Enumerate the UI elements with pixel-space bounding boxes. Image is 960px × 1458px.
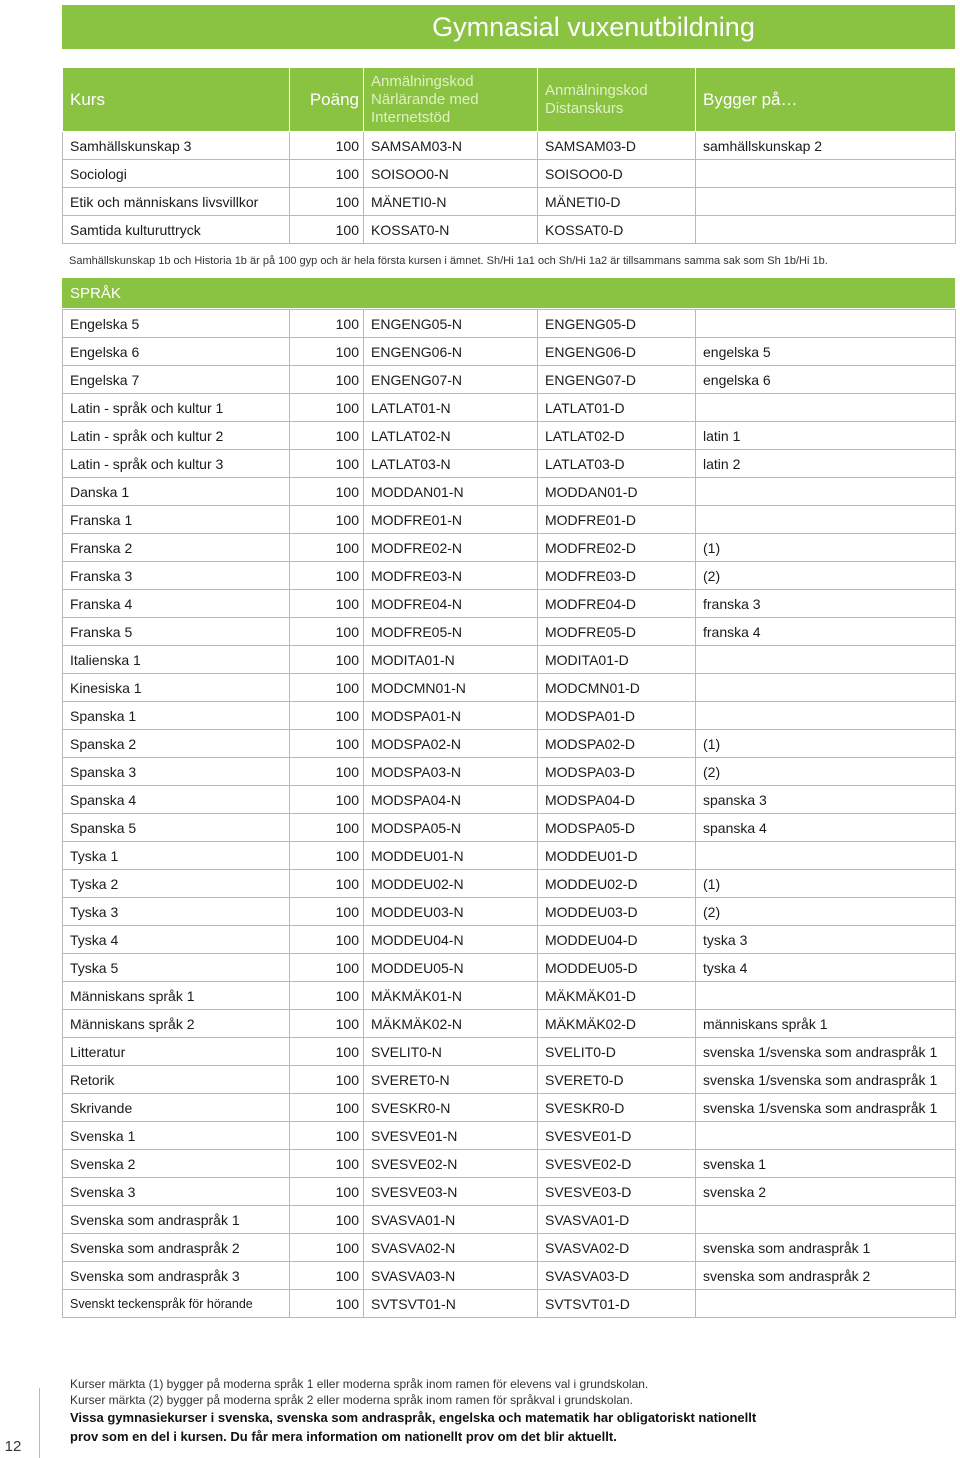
prerequisite: (2) (696, 898, 956, 926)
table-header (63, 68, 956, 132)
course-name: Franska 4 (63, 590, 290, 618)
table-row (63, 814, 956, 842)
points: 100 (290, 1206, 364, 1234)
code-distans: MODFRE05-D (538, 618, 696, 646)
course-name: Människans språk 2 (63, 1010, 290, 1038)
code-internet: MODSPA03-N (364, 758, 538, 786)
points: 100 (290, 132, 364, 160)
table-row (63, 1206, 956, 1234)
prerequisite: (1) (696, 870, 956, 898)
course-name: Spanska 2 (63, 730, 290, 758)
code-distans: MODSPA03-D (538, 758, 696, 786)
code-distans: KOSSAT0-D (538, 216, 696, 244)
note-text: Samhällskunskap 1b och Historia 1b är på 100 gyp och är hela första kursen i ämnet. Sh/Hi 1a1 och Sh/Hi 1a2 är tillsammans samma sak som Sh 1b/Hi 1b. (69, 255, 828, 267)
points: 100 (290, 758, 364, 786)
code-internet: MODDEU01-N (364, 842, 538, 870)
prerequisite: svenska 1/svenska som andraspråk 1 (696, 1066, 956, 1094)
prerequisite: tyska 4 (696, 954, 956, 982)
code-distans: MODFRE02-D (538, 534, 696, 562)
prerequisite (696, 1206, 956, 1234)
prerequisite: latin 1 (696, 422, 956, 450)
points: 100 (290, 870, 364, 898)
prerequisite: svenska som andraspråk 2 (696, 1262, 956, 1290)
code-internet: KOSSAT0-N (364, 216, 538, 244)
code-distans: LATLAT03-D (538, 450, 696, 478)
points: 100 (290, 1262, 364, 1290)
table-row (63, 618, 956, 646)
points: 100 (290, 422, 364, 450)
points: 100 (290, 1178, 364, 1206)
table-row (63, 926, 956, 954)
code-distans: MODCMN01-D (538, 674, 696, 702)
course-name: Franska 3 (63, 562, 290, 590)
points: 100 (290, 394, 364, 422)
table-row (63, 132, 956, 160)
prerequisite: latin 2 (696, 450, 956, 478)
course-name: Spanska 3 (63, 758, 290, 786)
course-name: Tyska 4 (63, 926, 290, 954)
table-row (63, 954, 956, 982)
code-internet: SVTSVT01-N (364, 1290, 538, 1318)
margin-divider (39, 1388, 40, 1458)
code-internet: MODCMN01-N (364, 674, 538, 702)
table-row (63, 366, 956, 394)
code-distans: SVESKR0-D (538, 1094, 696, 1122)
code-internet: ENGENG06-N (364, 338, 538, 366)
code-internet: MODFRE04-N (364, 590, 538, 618)
prerequisite (696, 1290, 956, 1318)
code-distans: SVASVA01-D (538, 1206, 696, 1234)
points: 100 (290, 1150, 364, 1178)
header-bygger: Bygger på… (696, 68, 956, 132)
table-row (63, 674, 956, 702)
code-distans: MODFRE01-D (538, 506, 696, 534)
points: 100 (290, 618, 364, 646)
code-internet: MODFRE05-N (364, 618, 538, 646)
prerequisite (696, 982, 956, 1010)
course-name: Engelska 5 (63, 310, 290, 338)
prerequisite: svenska 1/svenska som andraspråk 1 (696, 1094, 956, 1122)
course-name: Franska 1 (63, 506, 290, 534)
prerequisite: tyska 3 (696, 926, 956, 954)
prerequisite: samhällskunskap 2 (696, 132, 956, 160)
points: 100 (290, 590, 364, 618)
points: 100 (290, 534, 364, 562)
prerequisite (696, 674, 956, 702)
table-row (63, 338, 956, 366)
table-row (63, 1122, 956, 1150)
points: 100 (290, 1010, 364, 1038)
code-distans: SVESVE01-D (538, 1122, 696, 1150)
code-internet: LATLAT01-N (364, 394, 538, 422)
header-kurs: Kurs (63, 68, 290, 132)
table-row (63, 1178, 956, 1206)
code-internet: MODSPA01-N (364, 702, 538, 730)
course-name: Kinesiska 1 (63, 674, 290, 702)
prerequisite: franska 3 (696, 590, 956, 618)
course-name: Spanska 1 (63, 702, 290, 730)
code-internet: SVASVA02-N (364, 1234, 538, 1262)
code-internet: SAMSAM03-N (364, 132, 538, 160)
points: 100 (290, 1038, 364, 1066)
table-row (63, 702, 956, 730)
course-name: Sociologi (63, 160, 290, 188)
prerequisite: svenska 1 (696, 1150, 956, 1178)
prerequisite: (2) (696, 562, 956, 590)
table-row (63, 786, 956, 814)
code-internet: MODFRE01-N (364, 506, 538, 534)
table-row (63, 450, 956, 478)
prerequisite: människans språk 1 (696, 1010, 956, 1038)
table-row (63, 1066, 956, 1094)
table-row (63, 160, 956, 188)
code-distans: MODDEU04-D (538, 926, 696, 954)
code-internet: MODSPA02-N (364, 730, 538, 758)
course-name: Tyska 5 (63, 954, 290, 982)
course-name: Spanska 4 (63, 786, 290, 814)
code-distans: LATLAT02-D (538, 422, 696, 450)
footer-line-2: Kurser märkta (2) bygger på moderna språk 2 eller moderna språk inom ramen för språkval i grundskolan. (70, 1393, 633, 1407)
points: 100 (290, 814, 364, 842)
points: 100 (290, 954, 364, 982)
code-internet: MODDEU05-N (364, 954, 538, 982)
code-distans: SVASVA03-D (538, 1262, 696, 1290)
table-row (63, 870, 956, 898)
course-name: Svenska som andraspråk 3 (63, 1262, 290, 1290)
table-row (63, 758, 956, 786)
code-internet: MÄKMÄK01-N (364, 982, 538, 1010)
code-distans: MODITA01-D (538, 646, 696, 674)
table-row (63, 982, 956, 1010)
code-distans: SVTSVT01-D (538, 1290, 696, 1318)
prerequisite (696, 702, 956, 730)
table-row (63, 842, 956, 870)
table-row (63, 506, 956, 534)
prerequisite (696, 646, 956, 674)
code-distans: MÄKMÄK01-D (538, 982, 696, 1010)
course-name: Latin - språk och kultur 1 (63, 394, 290, 422)
course-name: Danska 1 (63, 478, 290, 506)
code-distans: SAMSAM03-D (538, 132, 696, 160)
course-name: Litteratur (63, 1038, 290, 1066)
code-internet: LATLAT02-N (364, 422, 538, 450)
code-internet: MODDEU04-N (364, 926, 538, 954)
points: 100 (290, 338, 364, 366)
table-row (63, 1290, 956, 1318)
points: 100 (290, 842, 364, 870)
prerequisite (696, 842, 956, 870)
table-row (63, 730, 956, 758)
header-anm-distans (538, 68, 696, 132)
points: 100 (290, 188, 364, 216)
code-distans: ENGENG05-D (538, 310, 696, 338)
points: 100 (290, 898, 364, 926)
header-anm-distans-line2: Distanskurs (545, 99, 624, 117)
code-internet: SOISOO0-N (364, 160, 538, 188)
code-distans: LATLAT01-D (538, 394, 696, 422)
code-internet: SVESVE03-N (364, 1178, 538, 1206)
course-name: Svenska 3 (63, 1178, 290, 1206)
prerequisite: svenska som andraspråk 1 (696, 1234, 956, 1262)
points: 100 (290, 478, 364, 506)
course-name: Engelska 7 (63, 366, 290, 394)
course-name: Etik och människans livsvillkor (63, 188, 290, 216)
code-internet: SVASVA01-N (364, 1206, 538, 1234)
code-distans: MODDEU01-D (538, 842, 696, 870)
code-distans: SVELIT0-D (538, 1038, 696, 1066)
course-name: Svenska som andraspråk 2 (63, 1234, 290, 1262)
footer-bold-1: Vissa gymnasiekurser i svenska, svenska som andraspråk, engelska och matematik har obligatoriskt nationellt (70, 1410, 757, 1425)
code-internet: MODFRE03-N (364, 562, 538, 590)
code-distans: MODDAN01-D (538, 478, 696, 506)
prerequisite (696, 478, 956, 506)
code-internet: MODSPA05-N (364, 814, 538, 842)
points: 100 (290, 366, 364, 394)
table-row (63, 1094, 956, 1122)
code-distans: MÄNETI0-D (538, 188, 696, 216)
course-name: Engelska 6 (63, 338, 290, 366)
code-distans: MODSPA05-D (538, 814, 696, 842)
course-name: Skrivande (63, 1094, 290, 1122)
table-row (63, 1262, 956, 1290)
course-name: Tyska 3 (63, 898, 290, 926)
code-internet: LATLAT03-N (364, 450, 538, 478)
prerequisite: (1) (696, 730, 956, 758)
prerequisite: svenska 1/svenska som andraspråk 1 (696, 1038, 956, 1066)
code-internet: ENGENG07-N (364, 366, 538, 394)
table-row (63, 534, 956, 562)
header-anm-internet-line3: Internetstöd (371, 108, 451, 126)
sprak-table (62, 309, 956, 1318)
footer-notes (70, 1376, 756, 1446)
points: 100 (290, 506, 364, 534)
table-row (63, 562, 956, 590)
prerequisite: spanska 3 (696, 786, 956, 814)
course-name: Samhällskunskap 3 (63, 132, 290, 160)
table-row (63, 478, 956, 506)
prerequisite: (2) (696, 758, 956, 786)
course-name: Tyska 1 (63, 842, 290, 870)
code-internet: SVESKR0-N (364, 1094, 538, 1122)
course-name: Latin - språk och kultur 2 (63, 422, 290, 450)
table-row (63, 646, 956, 674)
points: 100 (290, 730, 364, 758)
code-internet: MODDEU03-N (364, 898, 538, 926)
course-name: Tyska 2 (63, 870, 290, 898)
points: 100 (290, 982, 364, 1010)
code-internet: SVESVE01-N (364, 1122, 538, 1150)
code-distans: ENGENG06-D (538, 338, 696, 366)
table-row (63, 1150, 956, 1178)
prerequisite (696, 310, 956, 338)
points: 100 (290, 450, 364, 478)
table-row (63, 1234, 956, 1262)
table-row (63, 1010, 956, 1038)
course-table (62, 67, 956, 244)
points: 100 (290, 786, 364, 814)
table-row (63, 188, 956, 216)
header-anm-internet (364, 68, 538, 132)
code-internet: SVASVA03-N (364, 1262, 538, 1290)
course-name: Franska 5 (63, 618, 290, 646)
table-row (63, 1038, 956, 1066)
code-internet: SVELIT0-N (364, 1038, 538, 1066)
code-distans: MODDEU05-D (538, 954, 696, 982)
points: 100 (290, 216, 364, 244)
points: 100 (290, 926, 364, 954)
code-distans: MODDEU02-D (538, 870, 696, 898)
table-row (63, 394, 956, 422)
prerequisite: spanska 4 (696, 814, 956, 842)
points: 100 (290, 1066, 364, 1094)
prerequisite: engelska 5 (696, 338, 956, 366)
header-anm-distans-line1: Anmälningskod (545, 81, 648, 99)
points: 100 (290, 646, 364, 674)
code-distans: MÄKMÄK02-D (538, 1010, 696, 1038)
course-name: Retorik (63, 1066, 290, 1094)
code-internet: MODSPA04-N (364, 786, 538, 814)
prerequisite: (1) (696, 534, 956, 562)
course-name: Franska 2 (63, 534, 290, 562)
code-distans: MODFRE04-D (538, 590, 696, 618)
code-internet: MÄKMÄK02-N (364, 1010, 538, 1038)
code-internet: MODDAN01-N (364, 478, 538, 506)
course-name: Svenska 1 (63, 1122, 290, 1150)
table-row (63, 310, 956, 338)
table-row (63, 590, 956, 618)
course-name: Svenska som andraspråk 1 (63, 1206, 290, 1234)
points: 100 (290, 1094, 364, 1122)
code-internet: SVESVE02-N (364, 1150, 538, 1178)
code-internet: SVERET0-N (364, 1066, 538, 1094)
code-distans: ENGENG07-D (538, 366, 696, 394)
course-name: Svenska 2 (63, 1150, 290, 1178)
course-name: Samtida kulturuttryck (63, 216, 290, 244)
code-distans: SVERET0-D (538, 1066, 696, 1094)
code-internet: MODFRE02-N (364, 534, 538, 562)
course-name: Italienska 1 (63, 646, 290, 674)
code-distans: SVESVE02-D (538, 1150, 696, 1178)
points: 100 (290, 702, 364, 730)
course-name: Spanska 5 (63, 814, 290, 842)
prerequisite (696, 216, 956, 244)
points: 100 (290, 562, 364, 590)
section-sprak: SPRÅK (62, 278, 955, 308)
course-name: Svenskt teckenspråk för hörande (63, 1290, 290, 1318)
code-distans: MODSPA02-D (538, 730, 696, 758)
header-anm-internet-line1: Anmälningskod (371, 72, 474, 90)
prerequisite: svenska 2 (696, 1178, 956, 1206)
code-distans: MODSPA01-D (538, 702, 696, 730)
prerequisite (696, 394, 956, 422)
code-distans: SVESVE03-D (538, 1178, 696, 1206)
course-name: Latin - språk och kultur 3 (63, 450, 290, 478)
header-anm-internet-line2: Närlärande med (371, 90, 479, 108)
prerequisite: engelska 6 (696, 366, 956, 394)
points: 100 (290, 1290, 364, 1318)
page-number: 12 (4, 1438, 22, 1455)
points: 100 (290, 674, 364, 702)
points: 100 (290, 1234, 364, 1262)
prerequisite (696, 188, 956, 216)
points: 100 (290, 310, 364, 338)
code-distans: MODFRE03-D (538, 562, 696, 590)
table-row (63, 422, 956, 450)
page-title: Gymnasial vuxenutbildning (62, 5, 955, 49)
prerequisite (696, 506, 956, 534)
code-internet: MÄNETI0-N (364, 188, 538, 216)
footer-line-1: Kurser märkta (1) bygger på moderna språk 1 eller moderna språk inom ramen för elevens val i grundskolan. (70, 1377, 649, 1391)
footer-bold-2: prov som en del i kursen. Du får mera information om nationellt prov om det blir aktuellt. (70, 1429, 617, 1444)
points: 100 (290, 160, 364, 188)
table-row (63, 898, 956, 926)
table-row (63, 216, 956, 244)
prerequisite (696, 160, 956, 188)
points: 100 (290, 1122, 364, 1150)
prerequisite: franska 4 (696, 618, 956, 646)
code-distans: SOISOO0-D (538, 160, 696, 188)
code-internet: MODDEU02-N (364, 870, 538, 898)
code-distans: SVASVA02-D (538, 1234, 696, 1262)
code-internet: ENGENG05-N (364, 310, 538, 338)
code-distans: MODDEU03-D (538, 898, 696, 926)
course-name: Människans språk 1 (63, 982, 290, 1010)
code-distans: MODSPA04-D (538, 786, 696, 814)
header-poang: Poäng (290, 68, 364, 132)
code-internet: MODITA01-N (364, 646, 538, 674)
prerequisite (696, 1122, 956, 1150)
